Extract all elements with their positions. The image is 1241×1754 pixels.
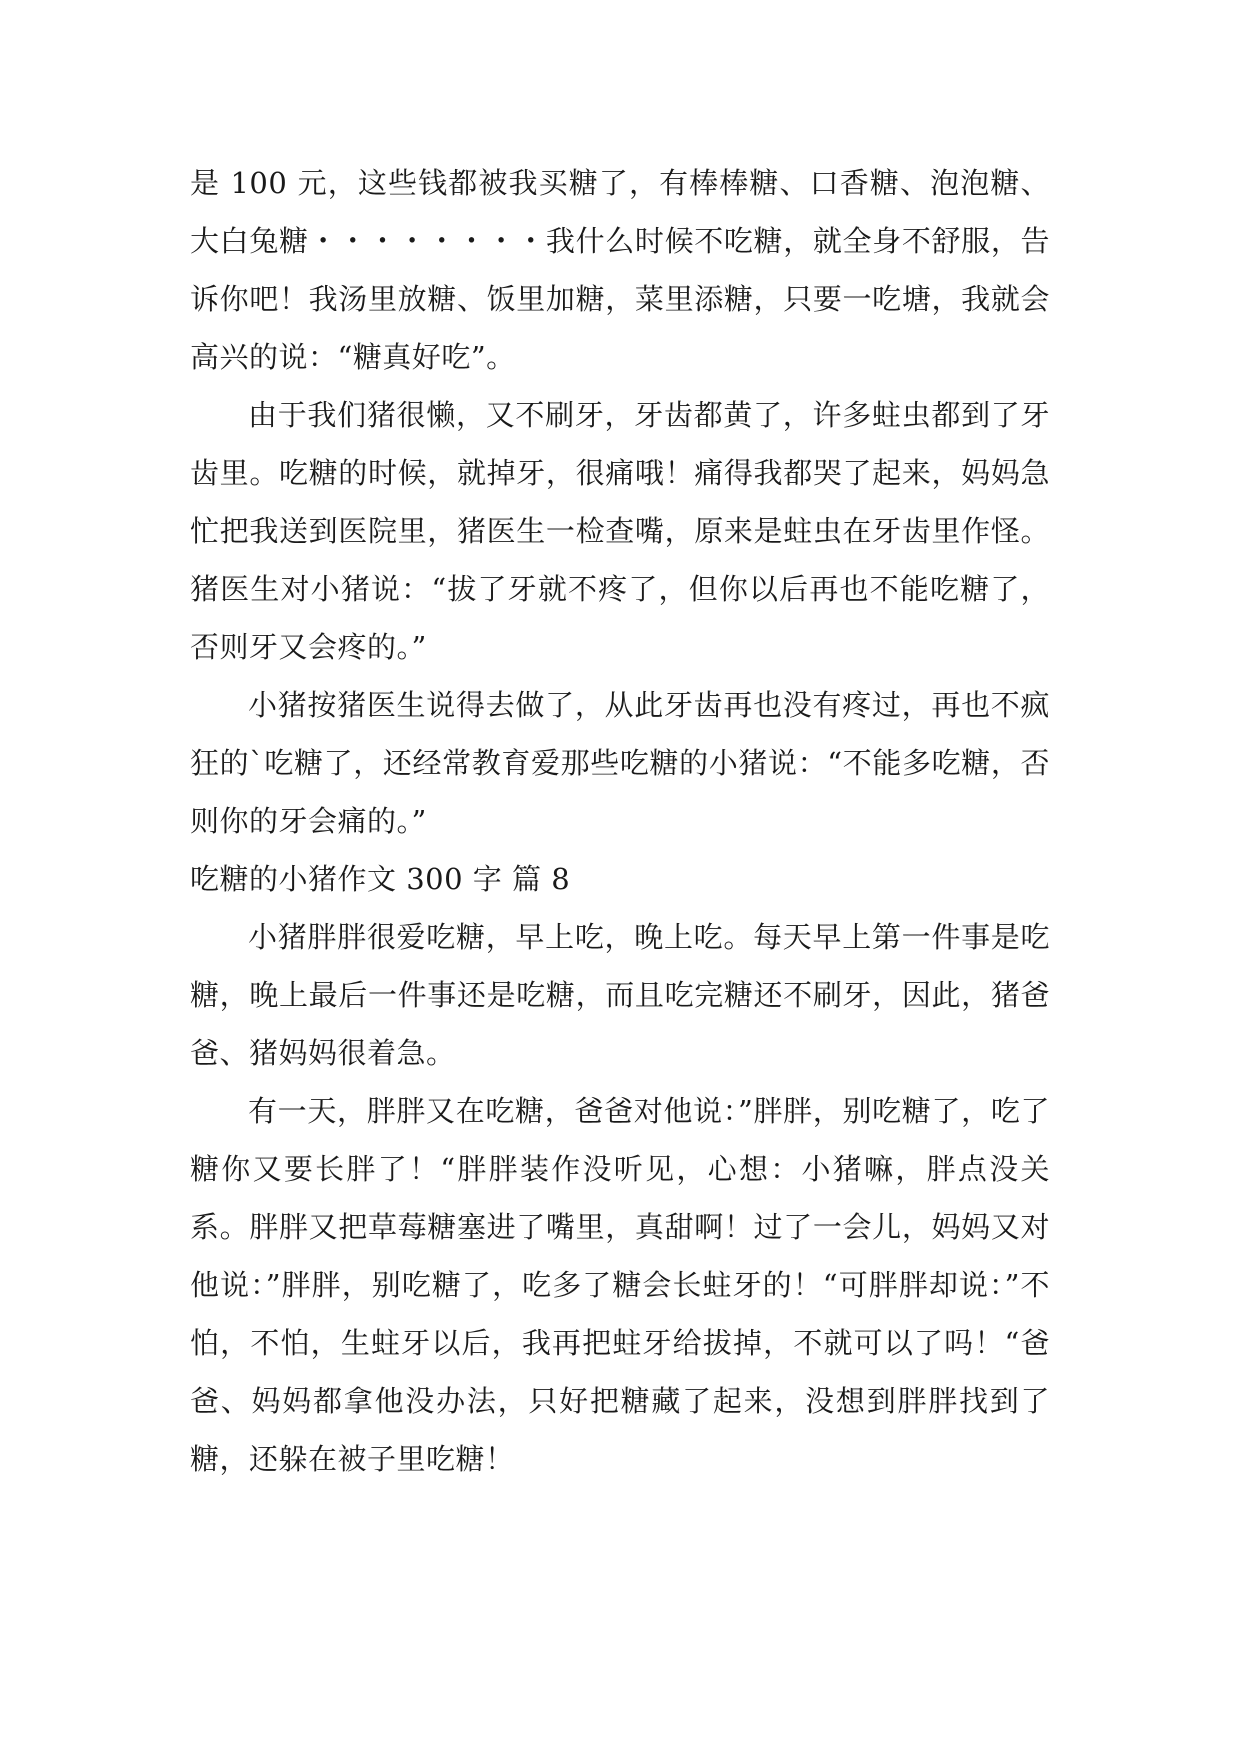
section-heading: 吃糖的小猪作文 300 字 篇 8 xyxy=(190,862,571,896)
paragraph-2: 由于我们猪很懒，又不刷牙，牙齿都黄了，许多蛀虫都到了牙齿里。吃糖的时候，就掉牙，很痛哦！痛得我都哭了起来，妈妈急忙把我送到医院里，猪医生一检查嘴，原来是蛀虫在牙齿里作怪。猪医生对小猪说：“拔了牙就不疼了，但你以后再也不能吃糖了，否则牙又会疼的。” xyxy=(190,398,1050,664)
paragraph-1: 是 100 元，这些钱都被我买糖了，有棒棒糖、口香糖、泡泡糖、大白兔糖・・・・・・・・我什么时候不吃糖，就全身不舒服，告诉你吧！我汤里放糖、饭里加糖，菜里添糖，只要一吃塘，我就会高兴的说：“糖真好吃”。 xyxy=(190,166,1050,374)
paragraph-3: 小猪按猪医生说得去做了，从此牙齿再也没有疼过，再也不疯狂的`吃糖了，还经常教育爱那些吃糖的小猪说：“不能多吃糖，否则你的牙会痛的。” xyxy=(190,688,1050,838)
paragraph-5: 有一天，胖胖又在吃糖，爸爸对他说：”胖胖，别吃糖了，吃了糖你又要长胖了！“胖胖装作没听见，心想：小猪嘛，胖点没关系。胖胖又把草莓糖塞进了嘴里，真甜啊！过了一会儿，妈妈又对他说：”胖胖，别吃糖了，吃多了糖会长蛀牙的！“可胖胖却说：”不怕，不怕，生蛀牙以后，我再把蛀牙给拔掉，不就可以了吗！“爸爸、妈妈都拿他没办法，只好把糖藏了起来，没想到胖胖找到了糖，还躲在被子里吃糖！ xyxy=(190,1094,1050,1476)
document-page xyxy=(190,154,1050,1488)
paragraph-4: 小猪胖胖很爱吃糖，早上吃，晚上吃。每天早上第一件事是吃糖，晚上最后一件事还是吃糖，而且吃完糖还不刷牙，因此，猪爸爸、猪妈妈很着急。 xyxy=(190,920,1050,1070)
